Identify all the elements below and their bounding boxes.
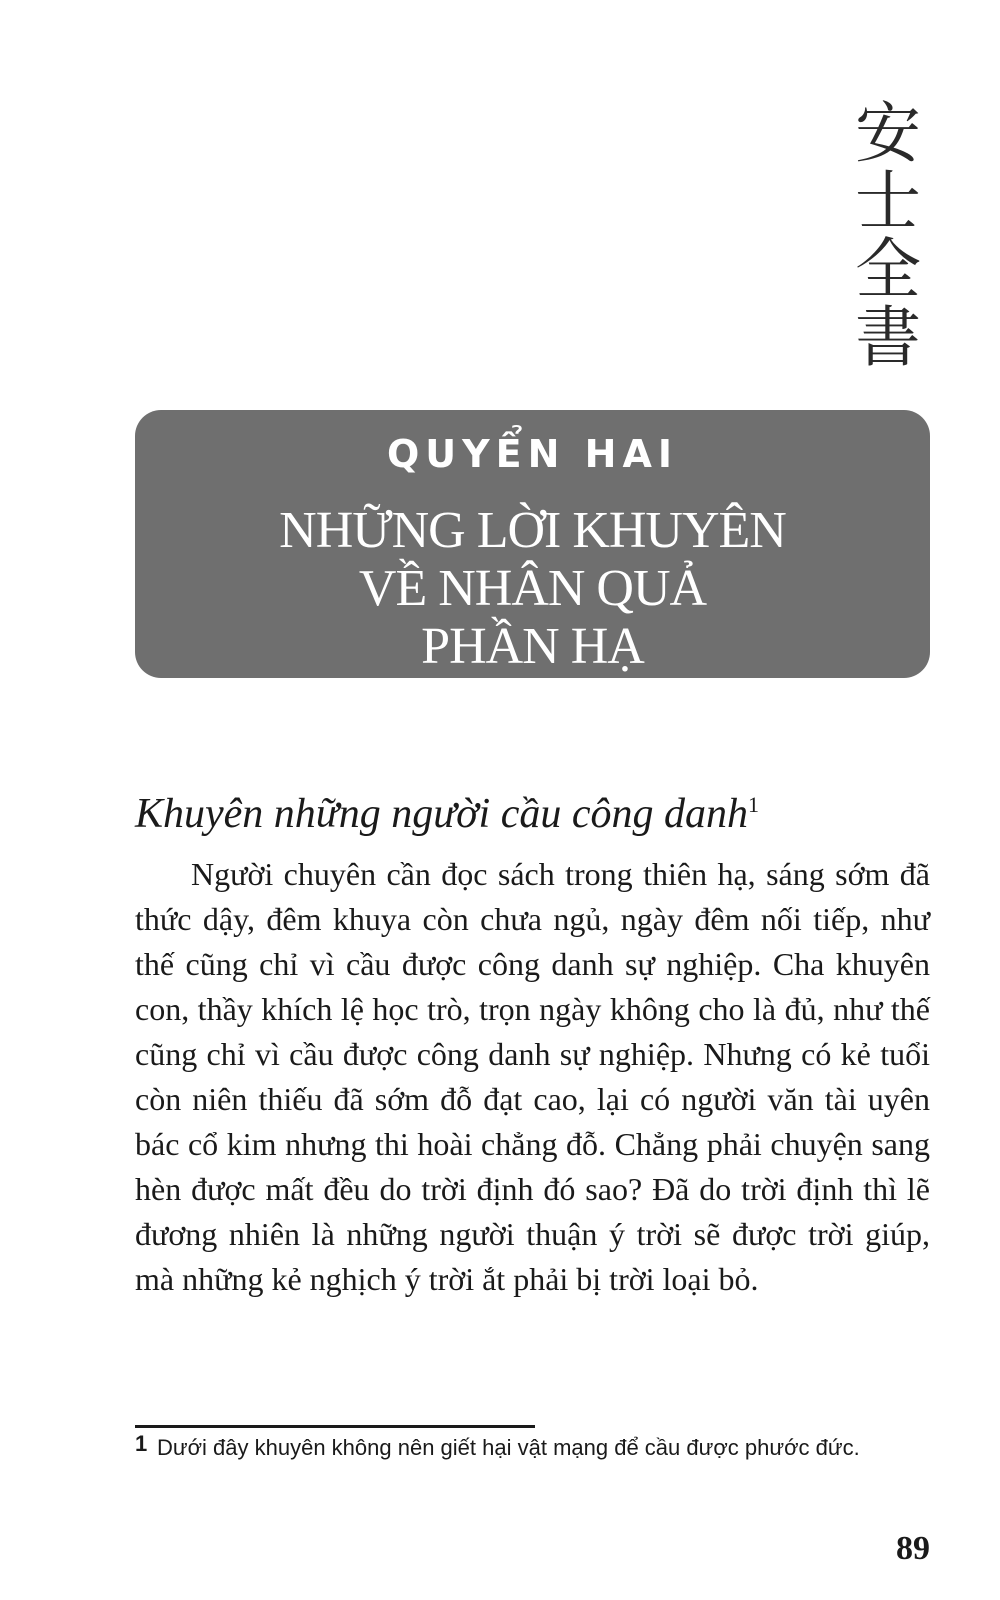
chapter-title-line-3: PHẦN HẠ: [421, 618, 644, 675]
footnote-mark: 1: [135, 1431, 148, 1456]
footnote-reference[interactable]: 1: [747, 792, 759, 817]
vertical-book-title: [848, 95, 928, 376]
chapter-banner: [135, 410, 930, 678]
title-char-2: 士: [855, 163, 921, 240]
section-heading-text: Khuyên những người cầu công danh: [135, 791, 748, 837]
title-char-1: 安: [855, 95, 921, 172]
title-char-4: 書: [855, 299, 921, 376]
footnote-divider: [135, 1425, 535, 1428]
footnote: [135, 1432, 930, 1464]
section-heading: [135, 780, 935, 839]
title-char-3: 全: [855, 231, 921, 308]
footnote-text: Dưới đây khuyên không nên giết hại vật mạng để cầu được phước đức.: [157, 1435, 860, 1460]
chapter-title-line-1: NHỮNG LỜI KHUYÊN: [279, 502, 786, 559]
body-paragraph: Người chuyên cần đọc sách trong thiên hạ, sáng sớm đã thức dậy, đêm khuya còn chưa ngủ, ngày đêm nối tiếp, như thế cũng chỉ vì cầu được công danh sự nghiệp. Cha khuyên con, thầy khích lệ học trò, trọn ngày không cho là đủ, như thế cũng chỉ vì cầu được công danh sự nghiệp. Nhưng có kẻ tuổi còn niên thiếu đã sớm đỗ đạt cao, lại có người văn tài uyên bác cổ kim nhưng thi hoài chẳng đỗ. Chẳng phải chuyện sang hèn được mất đều do trời định đó sao? Đã do trời định thì lẽ đương nhiên là những người thuận ý trời sẽ được trời giúp, mà những kẻ nghịch ý trời ắt phải bị trời loại bỏ.: [135, 856, 930, 1297]
chapter-title: [135, 502, 930, 676]
chapter-title-line-2: VỀ NHÂN QUẢ: [358, 560, 707, 617]
page-number: 89: [896, 1530, 930, 1567]
chapter-subtitle: QUYỂN HAI: [386, 432, 679, 476]
